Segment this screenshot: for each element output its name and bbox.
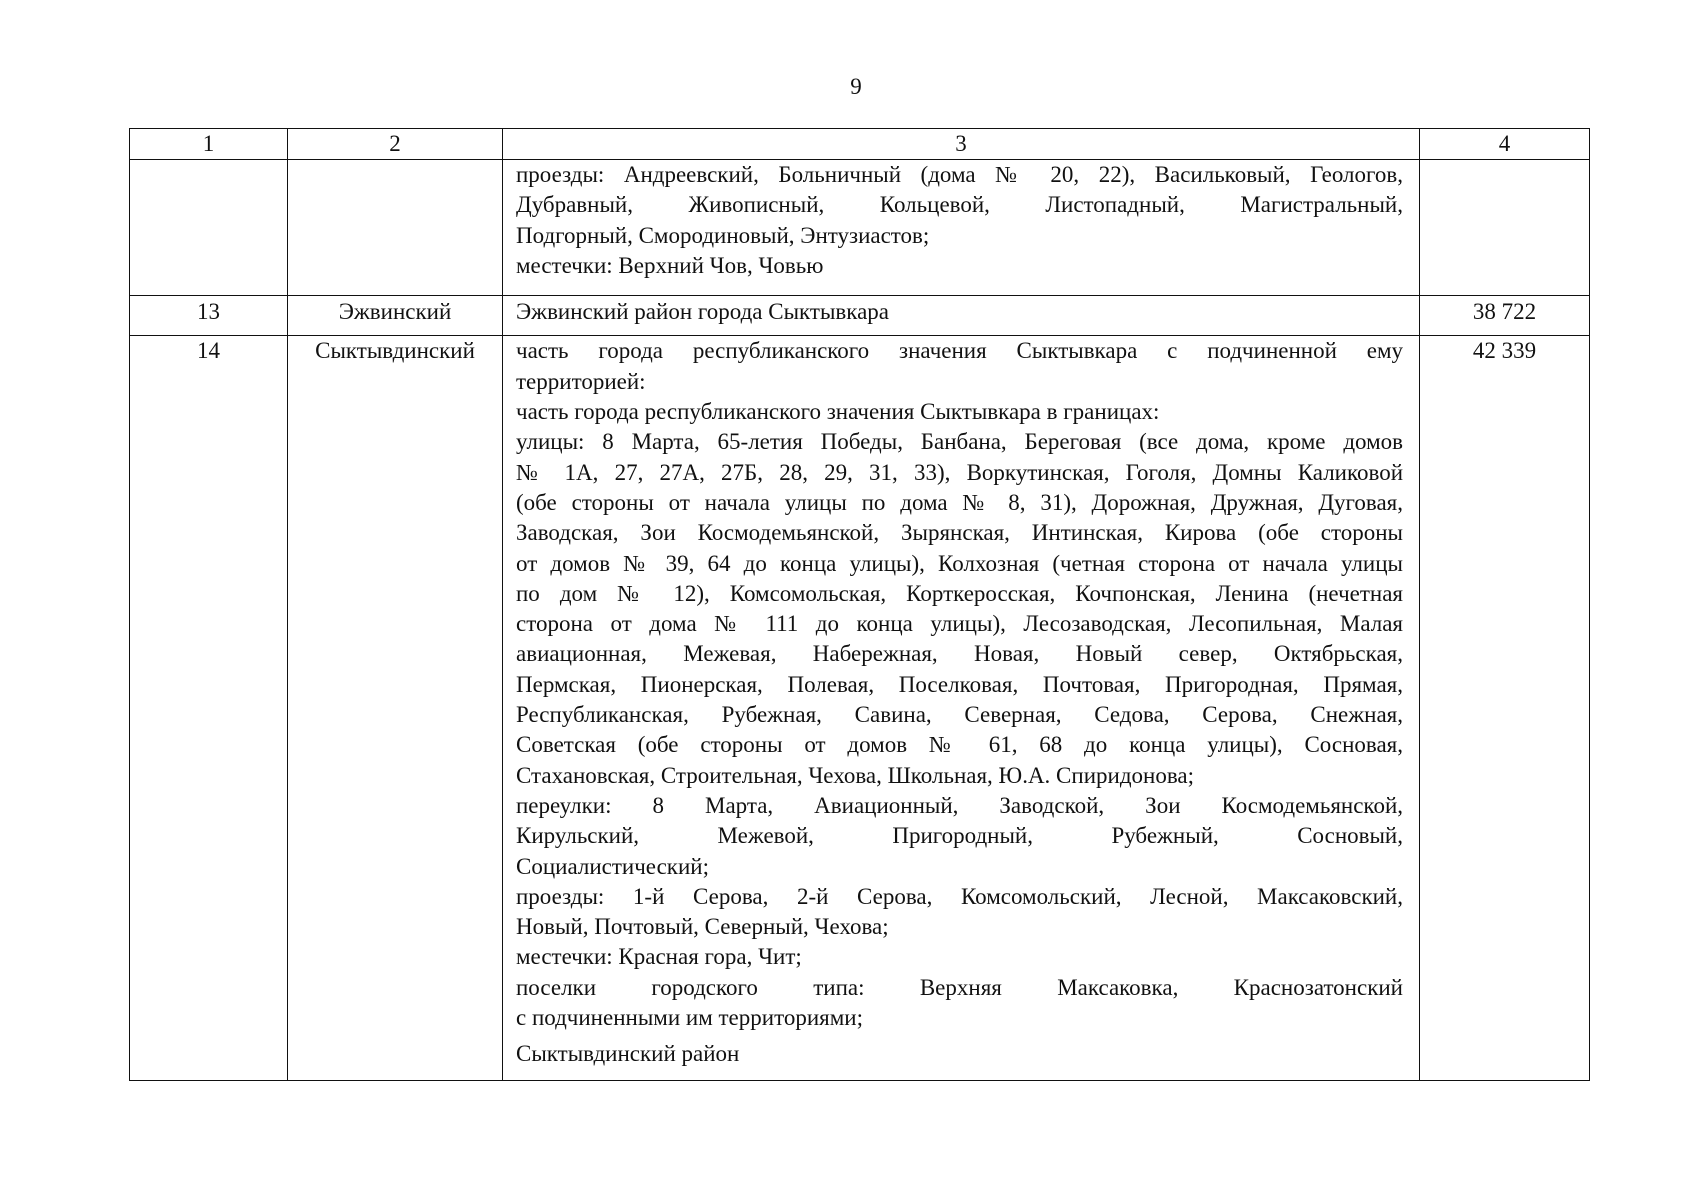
description-line: авиационная, Межевая, Набережная, Новая, Новый север, Октябрьская, (516, 641, 1403, 667)
description-line: сторона от дома № 111 до конца улицы), Лесозаводская, Лесопильная, Малая (516, 611, 1403, 637)
population-cell (1420, 160, 1590, 296)
table-row (130, 160, 1590, 296)
district-name-cell: Эжвинский (288, 296, 503, 336)
population-cell: 42 339 (1420, 336, 1590, 1080)
district-description-cell (503, 336, 1420, 1080)
description-line: (обе стороны от начала улицы по дома № 8, 31), Дорожная, Дружная, Дуговая, (516, 489, 1403, 515)
description-line: часть города республиканского значения Сыктывкара с подчиненной ему (516, 338, 1403, 364)
description-line: № 1А, 27, 27А, 27Б, 28, 29, 31, 33), Воркутинская, Гоголя, Домны Каликовой (516, 459, 1403, 485)
description-line: Советская (обе стороны от домов № 61, 68 до конца улицы), Сосновая, (516, 732, 1403, 758)
description-line: Республиканская, Рубежная, Савина, Северная, Седова, Серова, Снежная, (516, 702, 1403, 728)
district-final-line: Сыктывдинский район (516, 1041, 740, 1067)
districts-table (129, 128, 1590, 1081)
row-number-cell: 14 (130, 336, 288, 1080)
description-line: Эжвинский район города Сыктывкара (516, 299, 890, 325)
description-line: Пермская, Пионерская, Полевая, Поселковая, Почтовая, Пригородная, Прямая, (516, 671, 1403, 697)
description-line: Социалистический; (516, 853, 709, 879)
row-number-cell: 13 (130, 296, 288, 336)
description-line: Кирульский, Межевой, Пригородный, Рубежный, Сосновый, (516, 823, 1403, 849)
header-col-4: 4 (1420, 129, 1590, 160)
description-line: проезды: Андреевский, Больничный (дома № 20, 22), Васильковый, Геологов, (516, 162, 1403, 187)
description-line: поселки городского типа: Верхняя Максаковка, Краснозатонский (516, 974, 1403, 1000)
description-line: улицы: 8 Марта, 65-летия Победы, Банбана, Береговая (все дома, кроме домов (516, 429, 1403, 455)
description-line: часть города республиканского значения Сыктывкара в границах: (516, 399, 1160, 425)
description-line: Дубравный, Живописный, Кольцевой, Листопадный, Магистральный, (516, 192, 1403, 218)
description-line: Стахановская, Строительная, Чехова, Школьная, Ю.А. Спиридонова; (516, 762, 1194, 788)
description-line: проезды: 1-й Серова, 2-й Серова, Комсомольский, Лесной, Максаковский, (516, 883, 1403, 909)
description-line: от домов № 39, 64 до конца улицы), Колхозная (четная сторона от начала улицы (516, 550, 1403, 576)
district-description-cell (503, 160, 1420, 296)
district-name-cell (288, 160, 503, 296)
description-line: Подгорный, Смородиновый, Энтузиастов; (516, 222, 930, 248)
district-name-cell: Сыктывдинский (288, 336, 503, 1080)
description-line: с подчиненными им территориями; (516, 1005, 863, 1031)
district-description-cell (503, 296, 1420, 336)
description-line: переулки: 8 Марта, Авиационный, Заводской, Зои Космодемьянской, (516, 792, 1403, 818)
description-line: Заводская, Зои Космодемьянской, Зырянская, Интинская, Кирова (обе стороны (516, 520, 1403, 546)
population-cell: 38 722 (1420, 296, 1590, 336)
description-line: по дом № 12), Комсомольская, Корткеросская, Кочпонская, Ленина (нечетная (516, 580, 1403, 606)
header-col-2: 2 (288, 129, 503, 160)
description-line: местечки: Красная гора, Чит; (516, 944, 802, 970)
header-col-3: 3 (503, 129, 1420, 160)
description-line: Новый, Почтовый, Северный, Чехова; (516, 914, 889, 940)
header-col-1: 1 (130, 129, 288, 160)
description-line: территорией: (516, 368, 646, 394)
description-line: местечки: Верхний Чов, Човью (516, 252, 824, 278)
table-row (130, 296, 1590, 336)
page-number: 9 (850, 74, 862, 99)
row-number-cell (130, 160, 288, 296)
table-header-row (130, 129, 1590, 160)
table-row (130, 336, 1590, 1080)
